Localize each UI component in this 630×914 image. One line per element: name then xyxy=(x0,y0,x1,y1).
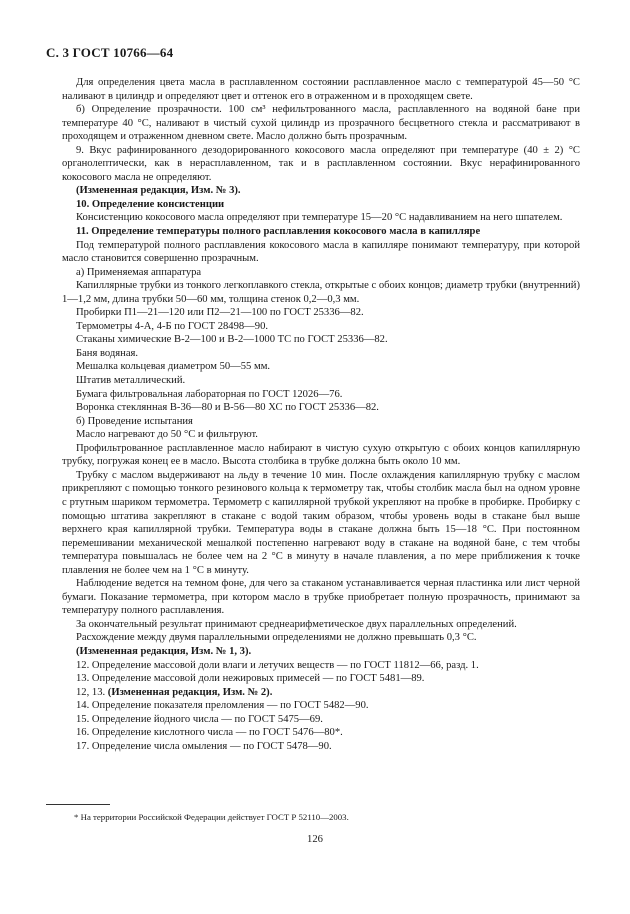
paragraph-heat-filter: Масло нагревают до 50 °С и фильтруют. xyxy=(76,429,258,441)
section-heading-10: 10. Определение консистенции xyxy=(76,198,225,210)
list-item-12: 12. Определение массовой доли влаги и летучих веществ — по ГОСТ 11812—66, разд. 1. xyxy=(76,659,479,671)
list-item-13: 13. Определение массовой доли нежировых примесей — по ГОСТ 5481—89. xyxy=(76,673,425,685)
amendment-12-13-number: 12, 13. xyxy=(76,686,106,698)
amendment-note-1-3: (Измененная редакция, Изм. № 1, 3). xyxy=(76,645,252,657)
paragraph-observation: Наблюдение ведется на темном фоне, для чего за стаканом устанавливается черная пластинка или лист черной бумаги. Показание термометра, при котором масло в трубке приобретает полную прозрачность, принимают за температуру полного расплавления. xyxy=(62,578,580,617)
paragraph-fill-tube: Профильтрованное расплавленное масло набирают в чистую сухую открытую с обоих концов капиллярную трубку, погружая конец ее в масло. Высота столбика в трубке должна быть около 10 мм. xyxy=(62,442,580,468)
paragraph-final-result: За окончательный результат принимают среднеарифметическое двух параллельных определений. xyxy=(76,618,517,630)
footnote: * На территории Российской Федерации действует ГОСТ Р 52110—2003. xyxy=(74,812,349,822)
list-item-15: 15. Определение йодного числа — по ГОСТ 5475—69. xyxy=(76,713,323,725)
subheading-procedure: б) Проведение испытания xyxy=(76,415,193,427)
paragraph-consistency: Консистенцию кокосового масла определяют при температуре 15—20 °С надавливанием на него шпателем. xyxy=(76,212,563,224)
section-heading-11: 11. Определение температуры полного расплавления кокосового масла в капилляре xyxy=(76,226,481,238)
list-item-capillary-tubes: Капиллярные трубки из тонкого легкоплавкого стекла, открытые с обоих концов; диаметр трубки (внутренний) 1—1,2 мм, длина трубки 50—60 мм, толщина стенок 0,2—0,3 мм. xyxy=(62,280,580,305)
document-body xyxy=(62,76,580,753)
paragraph-melting-definition: Под температурой полного расплавления кокосового масла в капилляре понимают температуру, при которой масло становится совершенно прозрачным. xyxy=(62,239,580,265)
list-item-beakers: Стаканы химические В-2—100 и В-2—1000 ТС по ГОСТ 25336—82. xyxy=(76,334,388,346)
list-item-water-bath: Баня водяная. xyxy=(76,347,139,359)
paragraph-procedure-detail: Трубку с маслом выдерживают на льду в течение 10 мин. После охлаждения капиллярную трубку с маслом прикрепляют с помощью тонкого резинового кольца к термометру так, чтобы столбик масла был на одном уровне с ртутным шариком термометра. Термометр с капиллярной трубкой укрепляют на пробке в пробирке. Пробирку с помощью штатива закрепляют в стакане с водой таким образом, чтобы уровень воды в стакане был выше верхнего края капиллярной трубки. Температура воды в стакане должна быть 15—18 °С. При постоянном перемешивании механической мешалкой постепенно нагревают воду в стакане на водяной бане, с тем чтобы температура повышалась не более чем на 2 °С в минуту в начале плавления, а по мере приближения к точке плавления не более чем на 1 °С в минуту. xyxy=(62,469,580,576)
list-item-filter-paper: Бумага фильтровальная лабораторная по ГОСТ 12026—76. xyxy=(76,388,343,400)
amendment-note-3: (Измененная редакция, Изм. № 3). xyxy=(76,185,241,197)
paragraph-discrepancy: Расхождение между двумя параллельными определениями не должно превышать 0,3 °С. xyxy=(76,632,477,644)
list-item-16: 16. Определение кислотного числа — по ГОСТ 5476—80*. xyxy=(76,727,343,739)
list-item-14: 14. Определение показателя преломления — по ГОСТ 5482—90. xyxy=(76,700,369,712)
list-item-stirrer: Мешалка кольцевая диаметром 50—55 мм. xyxy=(76,361,271,373)
list-item-test-tubes: Пробирки П1—21—120 или П2—21—100 по ГОСТ 25336—82. xyxy=(76,307,364,319)
paragraph-transparency: б) Определение прозрачности. 100 см³ нефильтрованного масла, расплавленного на водяной бане при температуре 40 °С, наливают в чистый сухой цилиндр из прозрачного бесцветного стекла и рассматривают в проходящем и отраженном дневном свете. Масло должно быть прозрачным. xyxy=(62,104,580,143)
footnote-divider xyxy=(46,804,110,805)
amendment-12-13 xyxy=(62,686,580,700)
list-item-stand: Штатив металлический. xyxy=(76,375,186,387)
amendment-note-2: (Измененная редакция, Изм. № 2). xyxy=(107,686,273,698)
subheading-apparatus: а) Применяемая аппаратура xyxy=(76,266,202,278)
paragraph-taste: 9. Вкус рафинированного дезодорированного кокосового масла определяют при температуре (40 ± 2) °С органолептически, как в нерасплавленном, так и в расплавленном состоянии. Вкус нерафинированного кокосового масла не определяют. xyxy=(62,144,580,183)
list-item-funnel: Воронка стеклянная В-36—80 и В-56—80 ХС по ГОСТ 25336—82. xyxy=(76,402,379,414)
page-number: 126 xyxy=(307,834,323,845)
paragraph-color-molten: Для определения цвета масла в расплавленном состоянии расплавленное масло с температурой 45—50 °С наливают в цилиндр и определяют цвет и оттенок его в отраженном и в проходящем свете. xyxy=(62,77,580,102)
list-item-thermometers: Термометры 4-А, 4-Б по ГОСТ 28498—90. xyxy=(76,320,269,332)
page-header: С. 3 ГОСТ 10766—64 xyxy=(46,45,174,60)
list-item-17: 17. Определение числа омыления — по ГОСТ 5478—90. xyxy=(76,740,332,752)
